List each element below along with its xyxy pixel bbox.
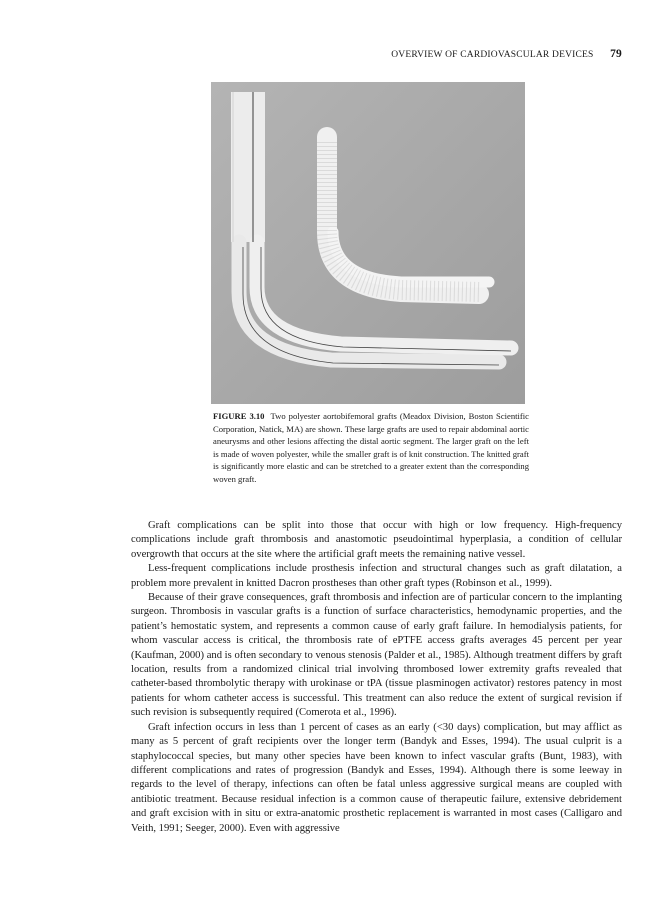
figure-caption [213,410,529,486]
paragraph: Less-frequent complications include prosthesis infection and structural changes such as graft dilatation, a problem more prevalent in knitted Dacron prostheses than other graft types (Robinson et al., 1999). [131,563,622,589]
figure-caption-text: Two polyester aortobifemoral grafts (Meadox Division, Boston Scientific Corporation, Natick, MA) are shown. These large grafts are used to repair abdominal aortic aneurysms and other lesions affecting the distal aortic segment. The larger graft on the left is made of woven polyester, while the smaller graft is of knit construction. The knitted graft is significantly more elastic and can be stretched to a greater extent than the corresponding woven graft. [213,411,529,484]
page-number: 79 [610,48,622,60]
paragraph: Because of their grave consequences, graft thrombosis and infection are of particular concern to the implanting surgeon. Thrombosis in vascular grafts is a function of surface characteristics, hemodynamic properties, and the patient’s hemostatic system, and represents a common cause of early graft failure. In hemodialysis patients, for whom vascular access is critical, the thrombosis rate of ePTFE access grafts averages 45 percent per year (Kaufman, 2000) and is often secondary to venous stenosis (Palder et al., 1985). Although treatment differs by graft location, results from a randomized clinical trial involving thrombosed lower extremity grafts revealed that catheter-based thrombolytic therapy with urokinase or tPA (tissue plasminogen activator) restores patency in most patients for whom catheter access is successful. This treatment can also reduce the extent of surgical revision if such revision is subsequently required (Comerota et al., 1996). [131,592,622,719]
paragraph: Graft infection occurs in less than 1 percent of cases as an early (<30 days) complication, but may afflict as many as 5 percent of graft recipients over the longer term (Bandyk and Esses, 1994). The usual culprit is a staphylococcal species, but many other species have been known to infect vascular grafts (Bunt, 1983), with different complications and rates of progression (Bandyk and Esses, 1994). Although there is some leeway in regards to the level of therapy, infections can often be fatal unless aggressive surgical means are coupled with antibiotic treatment. Because residual infection is a common cause of therapeutic failure, extensive debridement and graft excision with in situ or extra-anatomic prosthetic replacement is warranted in most cases (Calligaro and Veith, 1991; Seeger, 2000). Even with aggressive [131,721,622,834]
running-head [120,48,622,60]
figure-photo [211,82,525,404]
graft-photo-illustration [211,82,525,404]
running-title: OVERVIEW OF CARDIOVASCULAR DEVICES [391,50,594,60]
body-text [131,519,622,836]
figure-label: FIGURE 3.10 [213,411,265,421]
paragraph: Graft complications can be split into those that occur with high or low frequency. High-frequency complications include graft thrombosis and anastomotic pseudointimal hyperplasia, a condition of cellular overgrowth that occurs at the site where the artificial graft meets the remaining native vessel. [131,520,622,560]
